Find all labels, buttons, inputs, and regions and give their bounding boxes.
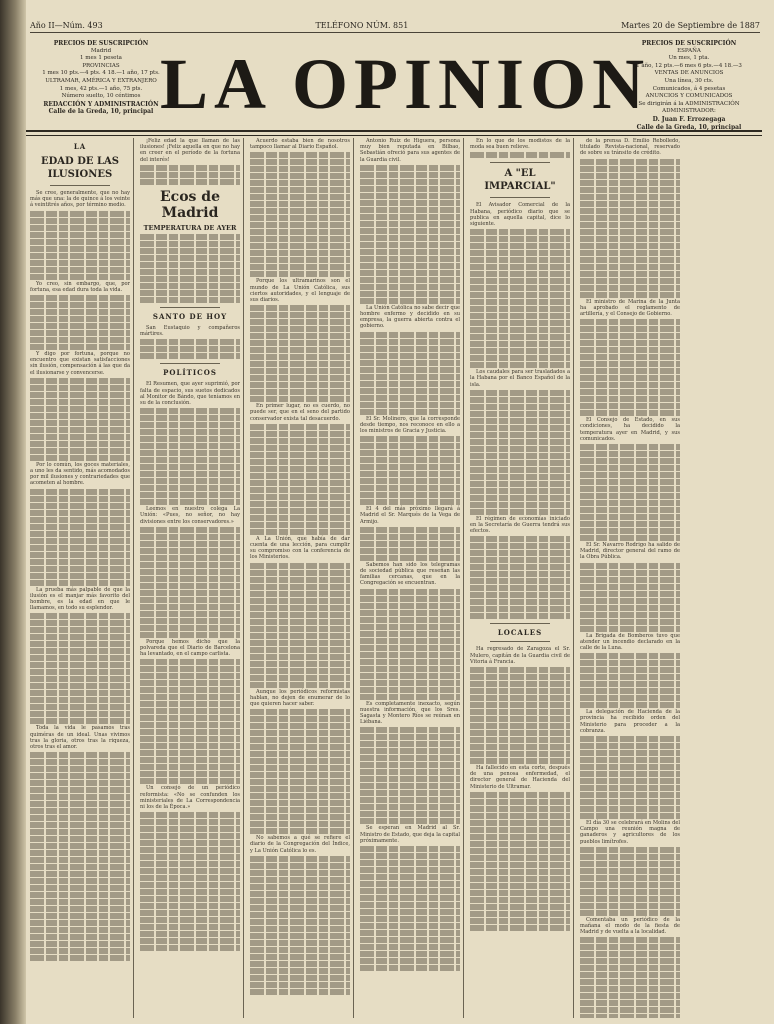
santo-heading: SANTO DE HOY xyxy=(152,312,228,322)
ultramar-price: 1 mes, 42 pts.—1 año, 75 pts. xyxy=(59,85,143,92)
phone-number: TELÉFONO NÚM. 851 xyxy=(315,20,409,30)
admin-box-heading: PRECIOS DE SUSCRIPCIÓN xyxy=(641,40,737,47)
single-issue-price: Número suelto, 10 céntimos xyxy=(61,93,141,100)
office-heading: REDACCIÓN Y ADMINISTRACIÓN xyxy=(43,100,159,108)
article-paragraph: En lo que de los modistos de la moda sea buen relieve. xyxy=(470,138,570,151)
article-paragraph: El 4 del más próximo llegará á Madrid el Sr. Marqués de la Vega de Armijo. xyxy=(360,506,460,525)
article-paragraph: En primer lugar, no es cuerdo, no puede ser, que en el seno del partido conservador exista tal desacuerdo. xyxy=(250,403,350,422)
article-paragraph: Se esperan en Madrid al Sr. Ministro de Estado, que deja la capital próximamente. xyxy=(360,825,460,844)
issue-date: Martes 20 de Septiembre de 1887 xyxy=(621,20,760,30)
admin-box-sub: ESPAÑA xyxy=(677,47,701,54)
article-paragraph: Se cree, generalmente, que no hay más que una: la de quince á los veinte á veintitrés años, por término medio. xyxy=(30,190,130,209)
newspaper-title: LA OPINION xyxy=(160,44,651,124)
admin-box-line: Se dirigirán á la ADMINISTRACIÓN xyxy=(638,100,740,107)
article-paragraph: Acuerdo estaba bien de nosotros tampoco llamar al Diario Español. xyxy=(250,138,350,151)
column-3 xyxy=(250,138,354,1018)
ultramar-label: ULTRAMAR, AMÉRICA Y EXTRANJERO xyxy=(45,77,157,84)
subscription-heading: PRECIOS DE SUSCRIPCIÓN xyxy=(53,40,149,47)
provinces-price: 1 mes 10 pts.—4 pts. 4 18.—1 año, 17 pts. xyxy=(42,70,160,77)
article-paragraph: Porque los ultramarinos son el mundo de La Unión Católica, sus ciertos autoridades, y el lenguaje de sus diarios. xyxy=(250,278,350,304)
article-paragraph: El Consejo de Estado, en sus condiciones, ha decidido la temperatura ayer en Madrid, y sus comunicados. xyxy=(580,417,680,442)
article-paragraph: Un consejo de un periódico reformista: «No se confunden los ministeriales de La Correspondencia ni los de la Época.» xyxy=(140,785,240,811)
issue-number: Año II—Núm. 493 xyxy=(30,20,103,30)
article-paragraph: Los caudales para ser trasladados a la Habana por el Banco Español de la isla. xyxy=(470,369,570,388)
article-paragraph: Yo creo, sin embargo, que, por fortuna, esa edad dura toda la vida. xyxy=(30,280,130,293)
divider xyxy=(50,185,110,186)
locales-heading: LOCALES xyxy=(497,628,543,638)
article-paragraph: El Sr. Molinero, que la corresponde desde tiempo, nos reconoce en ello a los ministros de Gracia y Justicia. xyxy=(360,415,460,435)
column-6 xyxy=(580,138,680,1018)
article-paragraph: Comentaba un periódico de la mañana el modo de la fiesta de Madrid y de vuelta a la localidad. xyxy=(580,916,680,936)
office-address: Calle de la Greda, 10, principal xyxy=(48,108,154,116)
divider xyxy=(490,641,550,642)
article-paragraph: Y digo por fortuna, porque no encuentro que existan satisfacciones sin ilusión, compensación á las que da el ilusionarse y convencerse. xyxy=(30,351,130,376)
article-paragraph: Por lo común, los goces materiales, a uno les da sentido, más acomodados por mil ilusiones y contrariedades que acometen al hombre. xyxy=(30,461,130,487)
column-2 xyxy=(140,138,244,1018)
column-1-heading: EDAD DE LAS ILUSIONES xyxy=(41,156,119,180)
column-5-heading: A "EL IMPARCIAL" xyxy=(484,168,556,193)
divider xyxy=(490,197,550,198)
column-1-kicker: LA xyxy=(73,142,87,151)
article-paragraph: La Unión Católica no sabe decir que hombre enfermo y decidido en su empresa, la guerra abierta contra el gobierno. xyxy=(360,304,460,330)
admin-box xyxy=(614,40,764,131)
admin-box-line: VENTAS DE ANUNCIOS xyxy=(654,70,724,77)
divider xyxy=(490,162,550,163)
politicos-heading: POLÍTICOS xyxy=(163,368,217,378)
admin-address: Calle de la Greda, 10, principal xyxy=(636,123,742,131)
article-paragraph: Leemos en nuestro colega La Unión: «Pues, no señor, no hay divisiones entre los conservadores.» xyxy=(140,506,240,525)
dateline-bar xyxy=(30,18,760,33)
article-paragraph: La Brigada de Bomberos tuvo que atender un incendio declarado en la calle de la Luna. xyxy=(580,632,680,652)
admin-box-line: Una línea, 30 cts. xyxy=(664,77,714,84)
admin-box-line: Comunicados, á 4 pesetas xyxy=(652,85,726,92)
article-paragraph: Es completamente inexacto, según nuestra información, que los Sres. Sagasta y Montero Ríos se reúnan en Liébana. xyxy=(360,700,460,726)
article-paragraph: Porque hemos dicho que la polvareda que el Diario de Barcelona ha levantado, en el campo carlista. xyxy=(140,638,240,658)
madrid-label: Madrid xyxy=(90,47,112,54)
article-paragraph: ¡Feliz edad la que llaman de las ilusiones! ¡Feliz aquella en que no hay en creer en el período de la fortuna del interés! xyxy=(140,138,240,163)
temperature-heading: TEMPERATURA DE AYER xyxy=(143,223,237,232)
admin-label: ADMINISTRADOR: xyxy=(662,108,716,115)
subscription-box xyxy=(26,40,176,116)
article-paragraph: Antonio Ruiz de Higuera, persona muy bien reputada en Bilbao, Sebastián ofreció para sus agentes de la Guardia civil. xyxy=(360,138,460,163)
admin-box-line: ANUNCIOS Y COMUNICADOS xyxy=(645,93,733,100)
column-5 xyxy=(470,138,574,1018)
article-paragraph: de la prensa D. Emilio Rebolledo, titulado Revista-nacional, reservado de sobre su tránsito de crédito. xyxy=(580,138,680,157)
article-paragraph: El Avisador Comercial de la Habana, periódico diario que se publica en aquella capital, dice lo siguiente. xyxy=(470,202,570,228)
admin-box-line: 1 año, 12 pts.—6 mes 6 pts.—4 18.—3 xyxy=(636,62,742,69)
masthead xyxy=(160,42,651,126)
article-paragraph: No sabemos a qué se refiere el diario de la Congregación del Índice, y La Unión Católica lo es. xyxy=(250,835,350,854)
divider xyxy=(160,307,220,308)
santo-text: San Eustaquio y compañeros mártires. xyxy=(140,325,240,338)
article-paragraph: El día 30 se celebrará en Molins del Campo una reunión magna de ganaderos y agricultores de los pueblos limítrofes. xyxy=(580,820,680,845)
admin-box-line: Un mes, 1 pta. xyxy=(668,55,710,62)
column-1 xyxy=(30,138,134,1018)
article-paragraph: Toda la vida le pasamos tras quiméras de un ideal. Unas vivimos tras la gloria, otros tras la riqueza, otros tras el amor. xyxy=(30,725,130,751)
article-paragraph: El régimen de economías iniciado en la Secretaría de Guerra tendrá sus efectos. xyxy=(470,515,570,535)
divider xyxy=(490,623,550,624)
article-paragraph: A La Unión, que había de dar cuenta de una lección, para cumplir su compromiso con la conferencia de los Ministerios. xyxy=(250,535,350,561)
article-paragraph: El Resumen, que ayer suprimió, por falta de espacio, sus suetos dedicados al Monitor de Bándo, que teníamos en su de la conclusión. xyxy=(140,381,240,407)
article-paragraph: La prueba más palpable de que la ilusión es el manjar más favorito del hombre, es la edad en que le llamamos, en todo su esplendor. xyxy=(30,586,130,612)
article-paragraph: Ha fallecido en esta corte, después de una penosa enfermedad, el director general de Hacienda del Ministerio de Ultramar. xyxy=(470,765,570,790)
provinces-label: PROVINCIAS xyxy=(82,62,120,69)
article-paragraph: El Sr. Navarro Rodrigo ha salido de Madrid, director general del ramo de la Obra Pública. xyxy=(580,542,680,561)
masthead-rule xyxy=(26,130,762,136)
article-paragraph: Aunque los periódicos reformistas hablan, no dejen de enumerar de lo que quieren hacer saber. xyxy=(250,688,350,708)
article-paragraph: El ministro de Marina de la Junta ha aprobado el reglamento de artillería, y el Consejo de Gobierno. xyxy=(580,298,680,318)
article-paragraph: Sabemos han sido los telegramas de sociedad pública que reseñan las familias cercanas, que en la Congregación se encuentran. xyxy=(360,561,460,587)
binding-spine xyxy=(0,0,26,1024)
column-2-heading: Ecos de Madrid xyxy=(160,188,220,221)
article-paragraph: Ha regresado de Zaragoza el Sr. Mulero, capitán de la Guardia civil de Vitoria á Francia. xyxy=(470,646,570,665)
divider xyxy=(160,363,220,364)
admin-name: D. Juan F. Errozegaga xyxy=(652,115,726,123)
madrid-price: 1 mes 1 peseta xyxy=(80,55,122,62)
column-4 xyxy=(360,138,464,1018)
article-paragraph: La delegación de Hacienda de la provincia ha recibido orden del Ministerio para proceder a la cobranza. xyxy=(580,709,680,734)
